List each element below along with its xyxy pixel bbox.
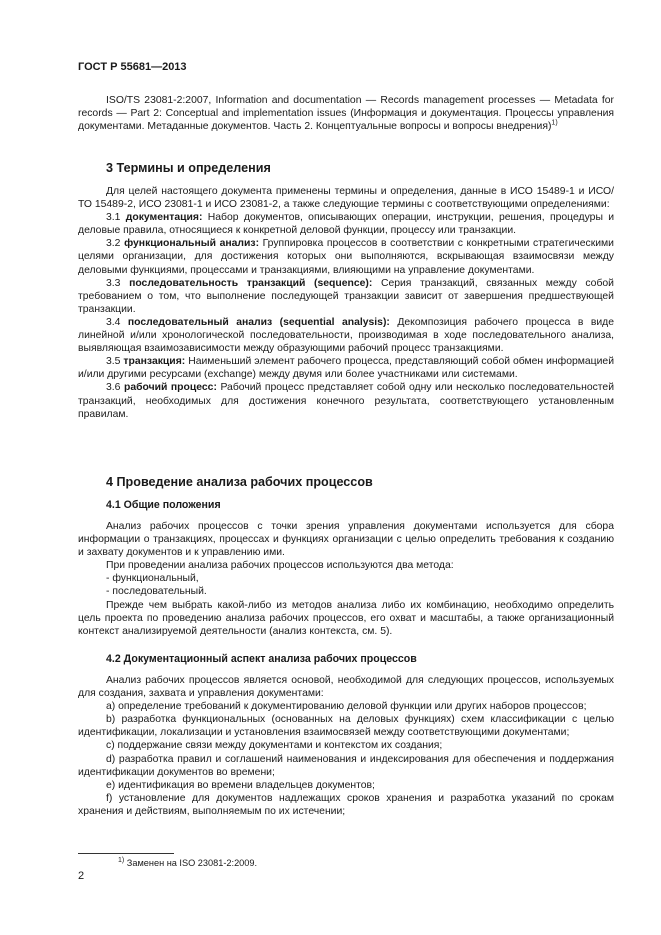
method-item: - последовательный. [106,586,207,598]
list-item: c) поддержание связи между документами и контекстом их создания; [106,740,443,752]
section-3-body [78,185,614,421]
footnote-ref: 1) [551,119,558,127]
footnote-divider [78,853,174,854]
standard-code: ГОСТ Р 55681—2013 [78,61,187,73]
term-3-5: 3.5 транзакция: Наименьший элемент рабочего процесса, представляющий собой обмен информацией и/или другими ресурсами (exchange) между двумя или более участниками или системами. [78,356,615,381]
section-4-2-body [78,674,614,818]
page-number: 2 [78,870,85,882]
list-item: d) разработка правил и соглашений наименования и индексирования для обеспечения и поддержания идентификации документов во времени; [78,753,614,778]
section-3-lead: Для целей настоящего документа применены термины и определения, данные в ИСО 15489-1 и ИСО/ТО 15489-2, ИСО 23081-1 и ИСО 23081-2, а также следующие термины с соответствующими определениями: [78,186,614,211]
method-item: - функциональный, [106,573,199,585]
term-3-6: 3.6 рабочий процесс: Рабочий процесс представляет собой одну или несколько последовательностей транзакций, необходимых для достижения конечного результата, соответствующего установленным правилам. [78,382,615,420]
list-item: b) разработка функциональных (основанных на деловых функциях) схем классификации с целью идентификации, локализации и установления взаимосвязей между соответствующими документами; [78,714,614,739]
intro-paragraph [78,94,614,133]
term-3-2: 3.2 функциональный анализ: Группировка процессов в соответствии с конкретными стратегическими целями организации, для достижения которых они выполняются, вскрывающая взаимосвязи между деловыми функциями, процессами и транзакциями, влияющими на управление документами. [78,238,614,276]
section-4-1-p3: Прежде чем выбрать какой-либо из методов анализа либо их комбинацию, необходимо определить цель проекта по проведению анализа рабочих процессов, его охват и масштабы, а также организационный контекст анализируемой деятельности (анализ контекста, см. 5). [78,599,614,637]
footnote: $^{1)}$ Заменен на ISO 23081-2:2009. [118,856,258,868]
list-item: а) определение требований к документированию деловой функции или других наборов процессов; [106,701,587,713]
section-4-1-body [78,520,614,638]
section-4-1-heading: 4.1 Общие положения [106,499,221,511]
section-4-heading: 4 Проведение анализа рабочих процессов [106,475,373,489]
section-4-1-p1: Анализ рабочих процессов с точки зрения управления документами используется для сбора информации о транзакциях, процессах и функциях организации с целью определить требования к созданию и захвату документов и к управлению ими. [78,521,614,559]
section-4-1-p2: При проведении анализа рабочих процессов используются два метода: [106,560,454,572]
term-3-4: 3.4 последовательный анализ (sequential analysis): Декомпозиция рабочего процесса в виде линейной и/или хронологической последовательности, производимая в ходе последовательного анализа, выявляющая взаимозависимости между образующими рабочий процесс транзакциями. [78,316,615,355]
list-item: f) установление для документов надлежащих сроков хранения и разработка указаний по срокам хранения и действиям, выполняемым по их истечении; [78,792,614,817]
list-item: e) идентификация во времени владельцев документов; [106,779,375,791]
section-4-2-lead: Анализ рабочих процессов является основой, необходимой для следующих процессов, используемых для создания, захвата и управления документами: [78,675,614,700]
intro-text: ISO/TS 23081-2:2007, Information and documentation — Records management processes — Metadata for records — Part 2: Conceptual and implementation issues (Информация и документация. Процессы управления документами. Метаданные документов. Часть 2. Концептуальные вопросы и вопросы внедрения) [78,95,614,133]
section-3-heading: 3 Термины и определения [106,161,271,175]
term-3-3: 3.3 последовательность транзакций (sequence): Серия транзакций, связанных между собой требованием о том, что выполнение последующей транзакции зависит от завершения предшествующей транзакции. [78,277,614,315]
section-4-2-heading: 4.2 Документационный аспект анализа рабочих процессов [106,653,417,665]
term-3-1: 3.1 документация: Набор документов, описывающих операции, инструкции, решения, процедуры и деловые правила, относящиеся к конкретной деловой функции, процессу или транзакции. [78,212,615,237]
